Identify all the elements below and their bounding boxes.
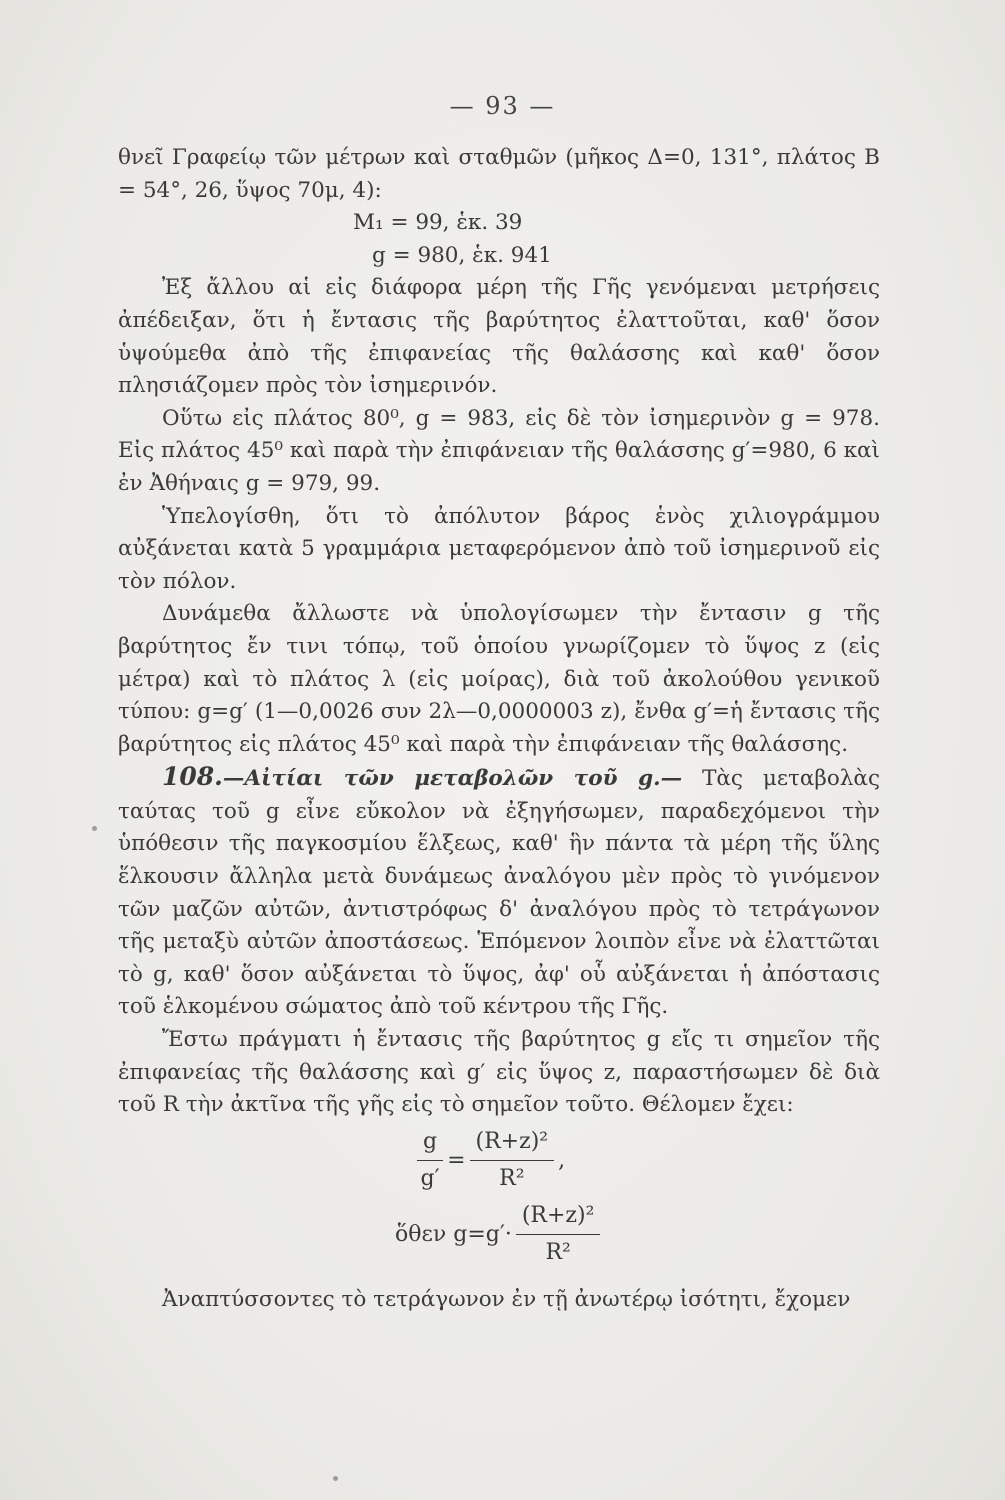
paragraph-intro: θνεῖ Γραφείῳ τῶν μέτρων καὶ σταθμῶν (μῆκος Δ=0, 131°, πλάτος Β = 54°, 26, ὕψος 70μ, 4): (118, 145, 880, 203)
paragraph-measurements: Ἐξ ἄλλου αἱ εἰς διάφορα μέρη τῆς Γῆς γενόμεναι μετρήσεις ἀπέδειξαν, ὅτι ἡ ἔντασις τῆς βαρύτητος ἐλαττοῦται, καθ' ὅσον ὑψούμεθα ἀπὸ τῆς ἐπιφανείας τῆς θαλάσσης καὶ καθ' ὅσον πλησιάζομεν πρὸς τὸν ἰσημερινόν. (118, 275, 880, 399)
paragraph-height: Ἔστω πράγματι ἡ ἔντασις τῆς βαρύτητος g εἴς τι σημεῖον τῆς ἐπιφανείας τῆς θαλάσσης καὶ g′ εἰς ὕψος z, παραστήσωμεν δὲ διὰ τοῦ R τὴν ἀκτῖνα τῆς γῆς εἰς τὸ σημεῖον τοῦτο. Θέλομεν ἔχει: (118, 1027, 880, 1118)
section-108 (118, 761, 880, 1024)
paper-speck (333, 1476, 338, 1481)
page-body (118, 142, 880, 1316)
fraction-solved: $\frac{\text{(R+z)²}}{\text{R²}}$ (516, 1200, 601, 1270)
equation-m1: M₁ = 99, ἑκ. 39 (353, 210, 523, 236)
page-number: — 93 — (449, 92, 556, 120)
fraction-rhs: $\frac{\text{(R+z)²}}{\text{R²}}$ (470, 1126, 555, 1196)
paragraph-general-formula: Δυνάμεθα ἄλλωστε νὰ ὑπολογίσωμεν τὴν ἔντασιν g τῆς βαρύτητος ἔν τινι τόπῳ, τοῦ ὁποίου γνωρίζομεν τὸ ὕψος z (εἰς μέτρα) καὶ τὸ πλάτος λ (εἰς μοίρας), διὰ τοῦ ἀκολούθου γενικοῦ τύπου: g=g′ (1—0,0026 συν 2λ—0,0000003 z), ἔνθα g′=ἡ ἔντασις τῆς βαρύτητος εἰς πλάτος 45⁰ καὶ παρὰ τὴν ἐπιφάνειαν τῆς θαλάσσης. (118, 601, 880, 757)
paper-speck (92, 826, 97, 831)
paragraph-closing: Ἀναπτύσσοντες τὸ τετράγωνον ἐν τῇ ἀνωτέρῳ ἰσότητι, ἔχομεν (162, 1286, 851, 1312)
paragraph-kilogram: Ὑπελογίσθη, ὅτι τὸ ἀπόλυτον βάρος ἑνὸς χιλιογράμμου αὐξάνεται κατὰ 5 γραμμάρια μεταφερόμενον ἀπὸ τοῦ ἰσημερινοῦ εἰς τὸν πόλον. (118, 503, 880, 594)
section-text: Τὰς μεταβολὰς ταύτας τοῦ g εἶνε εὔκολον νὰ ἐξηγήσωμεν, παραδεχόμενοι τὴν ὑπόθεσιν τῆς παγκοσμίου ἕλξεως, καθ' ἣν πάντα τὰ μέρη τῆς ὕλης ἕλκουσιν ἄλληλα μετὰ δυνάμεως ἀναλόγου μὲν πρὸς τὸ γινόμενον τῶν μαζῶν αὐτῶν, ἀντιστρόφως δ' ἀναλόγου πρὸς τὸ τετράγωνον τῆς μεταξὺ αὐτῶν ἀποστάσεως. Ἑπόμενον λοιπὸν εἶνε νὰ ἐλαττῶται τὸ g, καθ' ὅσον αὐξάνεται τὸ ὕψος, ἀφ' οὗ αὐξάνεται ἡ ἀπόστασις τοῦ ἑλκομένου σώματος ἀπὸ τοῦ κέντρου τῆς Γῆς. (118, 766, 880, 1020)
equation-g: g = 980, ἑκ. 941 (372, 242, 552, 268)
formula-g-solved: ὅθεν g=g′· $\frac{\text{(R+z)²}}{\text{R²}}$ (118, 1200, 880, 1284)
section-title: —Αἰτίαι τῶν μεταβολῶν τοῦ g.— (222, 766, 683, 792)
fraction-lhs: $\frac{g}{g'}$ (417, 1126, 443, 1196)
paragraph-latitude-values: Οὕτω εἰς πλάτος 80⁰, g = 983, εἰς δὲ τὸν ἰσημερινὸν g = 978. Εἰς πλάτος 45⁰ καὶ παρὰ τὴν ἐπιφάνειαν τῆς θαλάσσης g′=980, 6 καὶ ἐν Ἀθήναις g = 979, 99. (118, 405, 880, 496)
section-number: 108. (162, 762, 223, 792)
formula-ratio: $\frac{g}{g'}$ = $\frac{\text{(R+z)²}}{\text{R²}}$ , (118, 1122, 880, 1200)
